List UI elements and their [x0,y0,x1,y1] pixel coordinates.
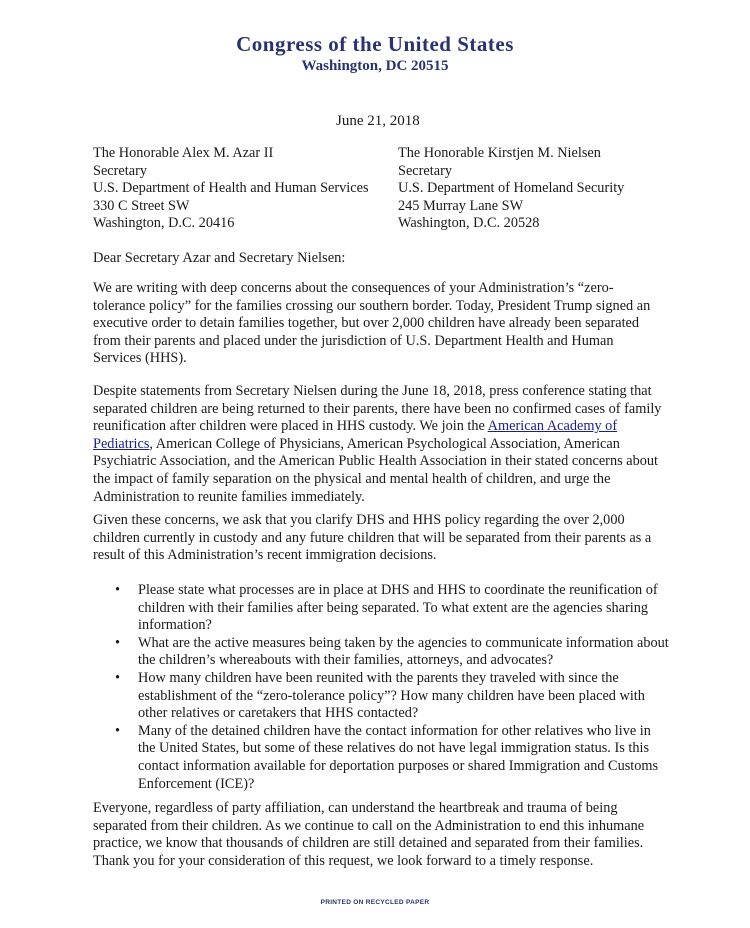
list-item-text: Many of the detained children have the contact information for other relatives who live in the United States, but some of these relatives do not have legal immigration status. Is this contact information available for deportation purposes or shared Immigration and Customs Enforcement (ICE)? [138,722,659,792]
list-item-text: Please state what processes are in place at DHS and HHS to coordinate the reunification of children with their families after being separated. To what extent are the agencies sharing information? [138,582,658,634]
letter-date: June 21, 2018 [336,113,420,129]
address-line: The Honorable Kirstjen M. Nielsen [398,145,601,161]
address-line: U.S. Department of Homeland Security [398,180,625,197]
address-line: The Honorable Alex M. Azar II [93,145,274,161]
paragraph-request: Given these concerns, we ask that you clarify DHS and HHS policy regarding the over 2,000 children currently in custody and any future children that will be separated from their parents as a result of this Administration’s recent immigration decisions. [93,512,652,564]
address-line: U.S. Department of Health and Human Services [93,180,369,197]
address-line: Washington, D.C. 20416 [93,215,235,232]
list-item [115,635,670,670]
letterhead-title: Congress of the United States [236,32,514,56]
list-item [115,723,670,793]
recipient-azar-address [93,145,369,233]
paragraph-concerns: We are writing with deep concerns about the consequences of your Administration’s “zero-tolerance policy” for the families crossing our southern border. Today, President Trump signed an executive order to detain families together, but over 2,000 children have already been separated from their parents and placed under the jurisdiction of U.S. Department Health and Human Services (HHS). [93,280,651,367]
list-item-text: What are the active measures being taken by the agencies to communicate information about the children’s whereabouts with their families, attorneys, and advocates? [138,634,669,669]
address-line: 330 C Street SW [93,197,190,214]
address-line: Secretary [93,162,147,179]
question-list [115,582,670,793]
letterhead-location: Washington, DC 20515 [301,58,449,74]
paragraph-closing: Everyone, regardless of party affiliation, can understand the heartbreak and trauma of being separated from their children. As we continue to call on the Administration to end this inhumane practice, we know that thousands of children are still detained and separated from their families. Thank you for your consideration of this request, we look forward to a timely response. [93,800,645,869]
aap-link[interactable]: American Academy of Pediatrics [93,418,618,452]
address-line: Washington, D.C. 20528 [398,215,540,232]
bullet-icon: • [115,582,121,598]
list-item [115,670,670,723]
list-item [115,582,670,635]
address-line: Secretary [398,162,452,179]
salutation: Dear Secretary Azar and Secretary Nielsen: [93,250,346,266]
recipient-nielsen-address [398,145,624,233]
paragraph-text: , American College of Physicians, American Psychological Association, American Psychiatric Association, and the American Public Health Association in their stated concerns about the impact of family separation on the physical and mental health of children, and urge the Administration to reunite families immediately. [93,435,658,505]
paragraph-reunification [93,383,665,506]
address-line: 245 Murray Lane SW [398,197,524,214]
bullet-icon: • [115,669,121,686]
recycled-paper-notice: PRINTED ON RECYCLED PAPER [320,899,430,906]
bullet-icon: • [115,722,121,739]
paragraph-text: Despite statements from Secretary Nielsen during the June 18, 2018, press conference stating that separated children are being returned to their parents, there have been no confirmed cases of family reunification after children were placed in HHS custody. We join the [93,383,662,435]
bullet-icon: • [115,634,121,651]
list-item-text: How many children have been reunited with the parents they traveled with since the establishment of the “zero-tolerance policy”? How many children have been placed with other relatives or caretakers that HHS contacted? [138,669,645,722]
